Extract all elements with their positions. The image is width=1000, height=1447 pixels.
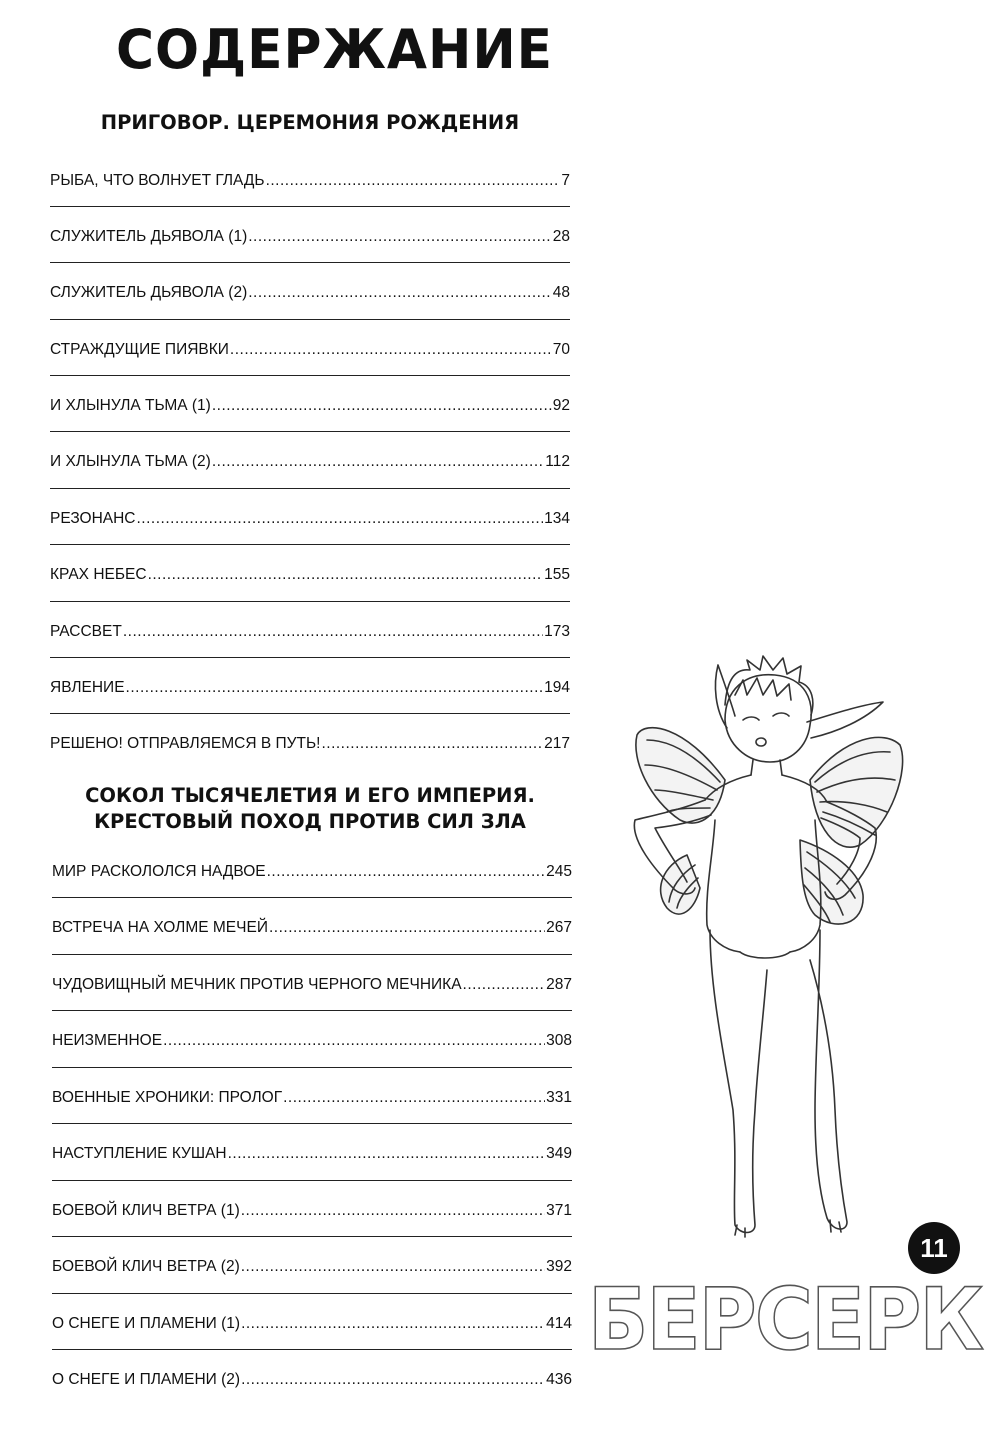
toc-row[interactable]: [52, 1123, 572, 1179]
dot-leader: [212, 453, 544, 471]
page-number: 155: [544, 566, 570, 583]
page-number: 92: [552, 397, 570, 414]
chapter-title: РЕШЕНО! ОТПРАВЛЯЕМСЯ В ПУТЬ!: [50, 735, 321, 752]
toc-row[interactable]: [52, 1293, 572, 1349]
page-number: 70: [552, 341, 570, 358]
toc-row[interactable]: [50, 488, 570, 544]
section-heading-line: КРЕСТОВЫЙ ПОХОД ПРОТИВ СИЛ ЗЛА: [94, 810, 526, 833]
page-number: 287: [546, 976, 572, 993]
dot-leader: [148, 566, 544, 584]
chapter-title: О СНЕГЕ И ПЛАМЕНИ (2): [52, 1371, 241, 1388]
page-number: 245: [546, 863, 572, 880]
dot-leader: [241, 1258, 545, 1276]
page-number: 48: [552, 284, 570, 301]
chapter-title: СЛУЖИТЕЛЬ ДЬЯВОЛА (1): [50, 228, 248, 245]
dot-leader: [137, 510, 544, 528]
toc-row[interactable]: [50, 150, 570, 206]
toc-row[interactable]: [50, 713, 570, 769]
page-number: 112: [545, 453, 570, 470]
chapter-title: И ХЛЫНУЛА ТЬМА (2): [50, 453, 211, 470]
page-number: 134: [544, 510, 570, 527]
dot-leader: [266, 172, 561, 190]
toc-row[interactable]: [50, 262, 570, 318]
chapter-title: ЯВЛЕНИЕ: [50, 679, 125, 696]
chapter-title: НЕИЗМЕННОЕ: [52, 1032, 163, 1049]
page-title: СОДЕРЖАНИЕ: [116, 18, 554, 81]
toc-row[interactable]: [50, 431, 570, 487]
chapter-title: И ХЛЫНУЛА ТЬМА (1): [50, 397, 211, 414]
page-number: 414: [546, 1315, 572, 1332]
page-number: 371: [546, 1202, 572, 1219]
dot-leader: [269, 919, 545, 937]
toc-row[interactable]: [50, 319, 570, 375]
toc-row[interactable]: [50, 601, 570, 657]
page-number: 349: [546, 1145, 572, 1162]
dot-leader: [267, 863, 546, 881]
toc-row[interactable]: [50, 206, 570, 262]
dot-leader: [163, 1032, 545, 1050]
toc-row[interactable]: [52, 1180, 572, 1236]
chapter-title: МИР РАСКОЛОЛСЯ НАДВОЕ: [52, 863, 266, 880]
toc-row[interactable]: [52, 1067, 572, 1123]
dot-leader: [230, 341, 552, 359]
toc-row[interactable]: [52, 841, 572, 897]
toc-row[interactable]: [52, 1349, 572, 1405]
toc-row[interactable]: [52, 954, 572, 1010]
toc-row[interactable]: [50, 657, 570, 713]
chapter-title: КРАХ НЕБЕС: [50, 566, 147, 583]
dot-leader: [241, 1371, 545, 1389]
chapter-title: РЕЗОНАНС: [50, 510, 136, 527]
dot-leader: [321, 735, 543, 753]
section-heading: [50, 783, 570, 835]
page-number: 7: [561, 172, 570, 189]
dot-leader: [241, 1202, 545, 1220]
toc-row[interactable]: [52, 1236, 572, 1292]
elf-illustration: [575, 640, 920, 1240]
page-number: 267: [546, 919, 572, 936]
page-number: 436: [546, 1371, 572, 1388]
page-number: 331: [546, 1089, 572, 1106]
chapter-title: ВСТРЕЧА НА ХОЛМЕ МЕЧЕЙ: [52, 919, 268, 936]
chapter-title: РАССВЕТ: [50, 623, 122, 640]
chapter-title: О СНЕГЕ И ПЛАМЕНИ (1): [52, 1315, 241, 1332]
toc-row[interactable]: [52, 897, 572, 953]
chapter-title: ЧУДОВИЩНЫЙ МЕЧНИК ПРОТИВ ЧЕРНОГО МЕЧНИКА: [52, 976, 462, 993]
section-heading-line: ПРИГОВОР. ЦЕРЕМОНИЯ РОЖДЕНИЯ: [100, 111, 520, 134]
chapter-title: НАСТУПЛЕНИЕ КУШАН: [52, 1145, 227, 1162]
page-number: 173: [544, 623, 570, 640]
toc-row[interactable]: [52, 1010, 572, 1066]
chapter-title: БОЕВОЙ КЛИЧ ВЕТРА (1): [52, 1202, 240, 1219]
page-number: 392: [546, 1258, 572, 1275]
chapter-title: БОЕВОЙ КЛИЧ ВЕТРА (2): [52, 1258, 240, 1275]
chapter-title: СТРАЖДУЩИЕ ПИЯВКИ: [50, 341, 229, 358]
dot-leader: [283, 1089, 545, 1107]
chapter-title: ВОЕННЫЕ ХРОНИКИ: ПРОЛОГ: [52, 1089, 283, 1106]
dot-leader: [248, 228, 552, 246]
dot-leader: [248, 284, 552, 302]
chapter-title: РЫБА, ЧТО ВОЛНУЕТ ГЛАДЬ: [50, 172, 265, 189]
toc-row[interactable]: [50, 375, 570, 431]
volume-badge: 11: [908, 1222, 960, 1274]
page-number: 217: [544, 735, 570, 752]
section-heading-line: СОКОЛ ТЫСЯЧЕЛЕТИЯ И ЕГО ИМПЕРИЯ.: [85, 784, 535, 807]
toc-row[interactable]: [50, 544, 570, 600]
page-number: 194: [544, 679, 570, 696]
berserk-logo: БЕРСЕРК: [588, 1270, 983, 1370]
dot-leader: [241, 1315, 545, 1333]
dot-leader: [126, 679, 544, 697]
dot-leader: [123, 623, 543, 641]
section-heading: [50, 110, 570, 136]
dot-leader: [228, 1145, 546, 1163]
page-number: 28: [552, 228, 570, 245]
chapter-title: СЛУЖИТЕЛЬ ДЬЯВОЛА (2): [50, 284, 248, 301]
dot-leader: [212, 397, 552, 415]
dot-leader: [463, 976, 546, 994]
page-number: 308: [546, 1032, 572, 1049]
